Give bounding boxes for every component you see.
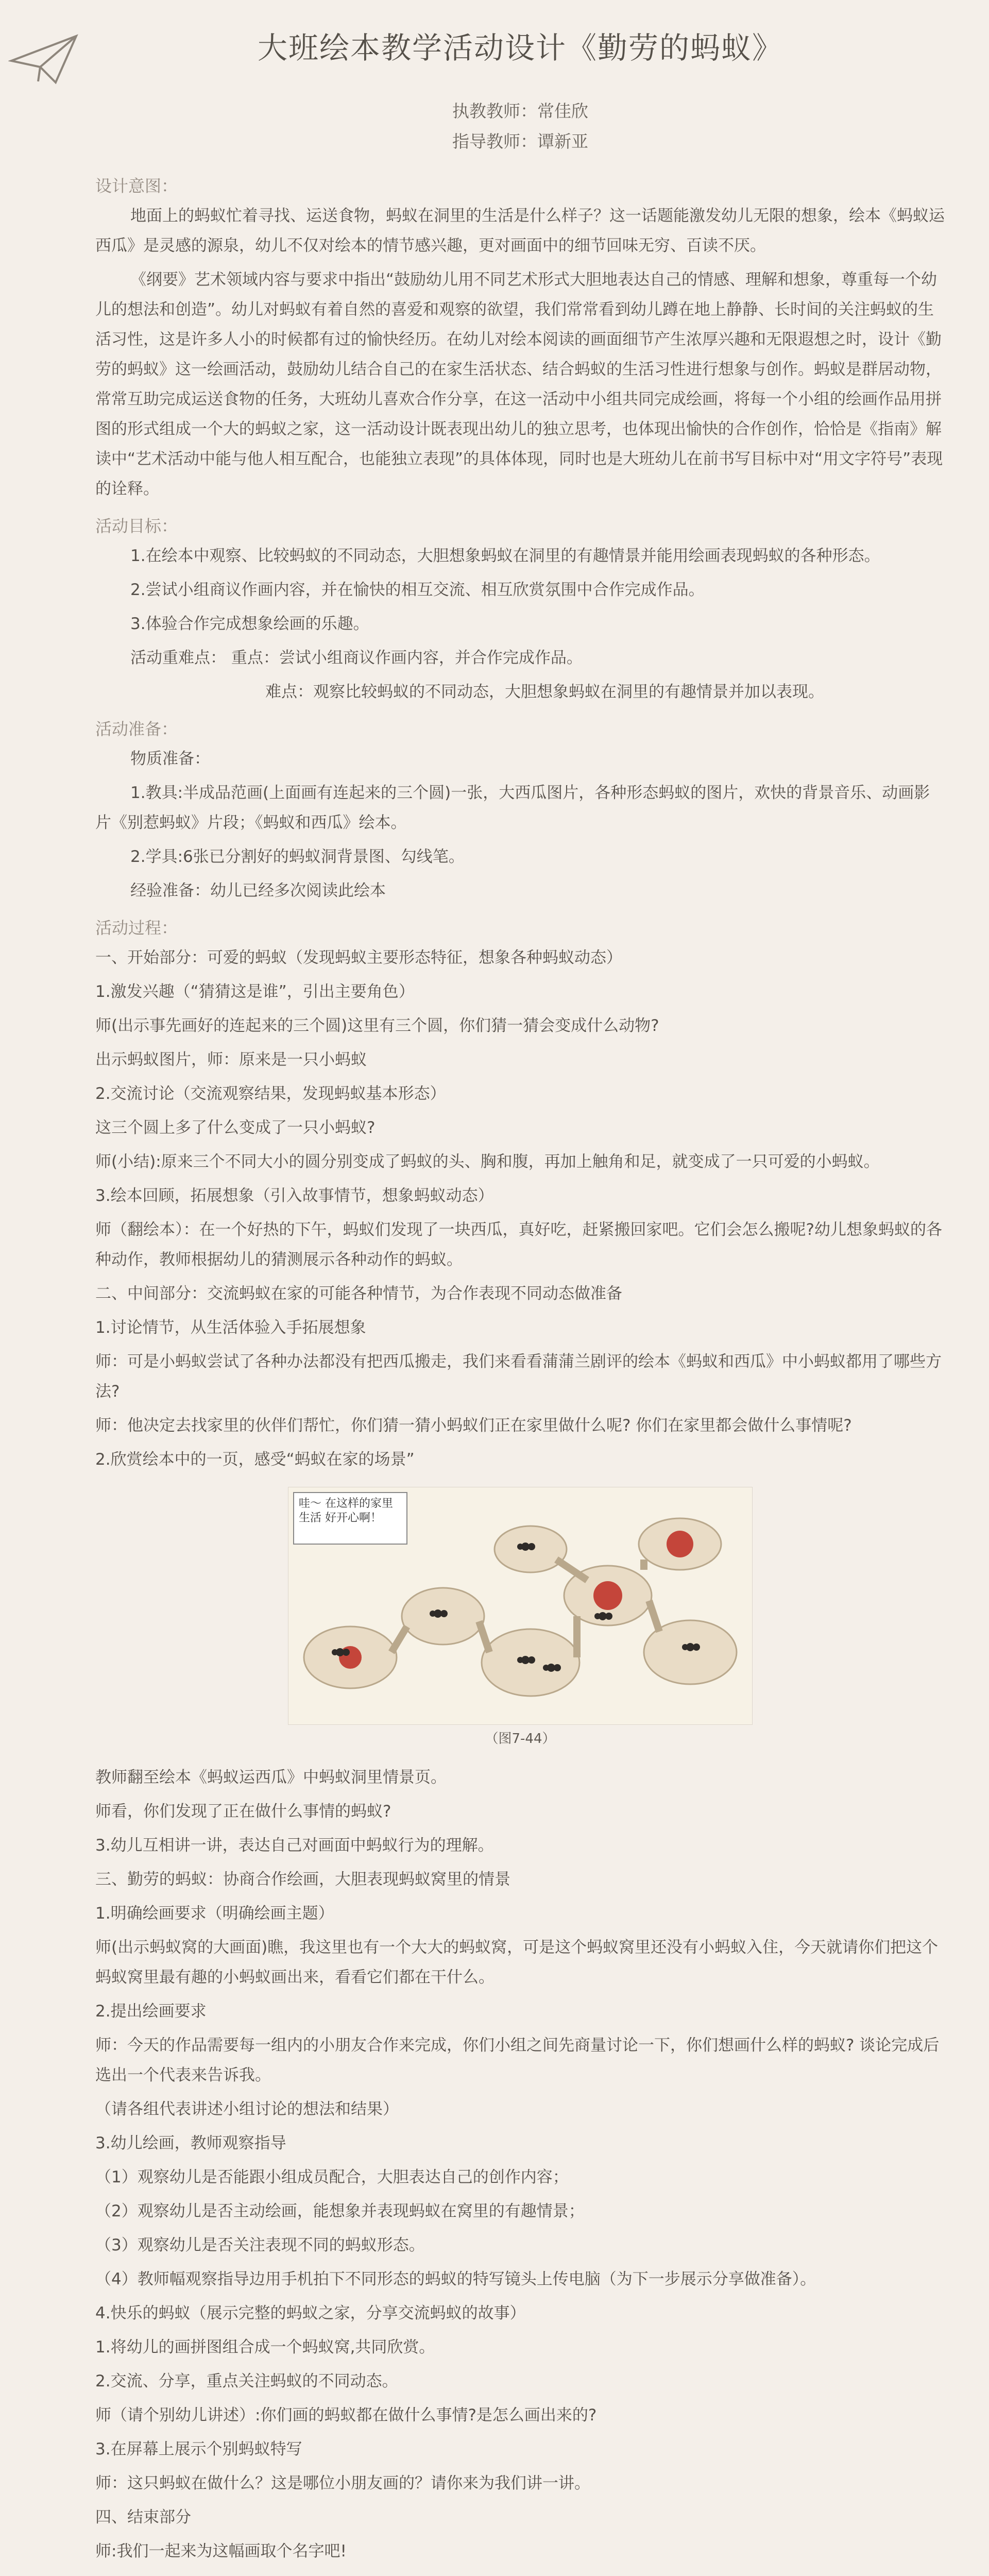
process-line: （2）观察幼儿是否主动绘画，能想象并表现蚂蚁在窝里的有趣情景； [95, 2202, 585, 2221]
process-line [95, 2570, 945, 2576]
page-title: 大班绘本教学活动设计《勤劳的蚂蚁》 [257, 30, 783, 65]
process-line: 四、结束部分 [95, 2508, 191, 2527]
process-line: 师：今天的作品需要每一组内的小朋友合作来完成，你们小组之间先商量讨论一下，你们想画什么样的蚂蚁? 谈论完成后选出一个代表来告诉我。 [95, 2036, 940, 2084]
key-point: 活动重难点： 重点：尝试小组商议作画内容，并合作完成作品。 [130, 649, 583, 667]
prep-item: 物质准备： [130, 750, 210, 768]
process-line: 2.提出绘画要求 [95, 2002, 207, 2021]
process-line: 这三个圆上多了什么变成了一只小蚂蚁? [95, 1118, 376, 1137]
process-line: 1.明确绘画要求（明确绘画主题） [95, 1904, 334, 1923]
prep-item: 1.教具:半成品范画(上面画有连起来的三个圆)一张，大西瓜图片，各种形态蚂蚁的图片，欢快的背景音乐、动画影片《别惹蚂蚁》片段；《蚂蚁和西瓜》绘本。 [95, 784, 930, 832]
article [95, 21, 945, 2576]
process-line: 1.讨论情节，从生活体验入手拓展想象 [95, 1318, 366, 1337]
process-part-a [95, 943, 945, 1475]
process-line: （3）观察幼儿是否关注表现不同的蚂蚁形态。 [95, 2236, 425, 2255]
paper-plane-icon [8, 31, 80, 88]
process-line: 3.在屏幕上展示个别蚂蚁特写 [95, 2440, 302, 2459]
prep-item: 经验准备：幼儿已经多次阅读此绘本 [130, 882, 386, 900]
goal-item: 3.体验合作完成想象绘画的乐趣。 [130, 615, 369, 633]
process-line: 出示蚂蚁图片，师：原来是一只小蚂蚁 [95, 1050, 367, 1069]
section-heading: 活动过程： [95, 918, 178, 938]
process-line: 三、勤劳的蚂蚁：协商合作绘画，大胆表现蚂蚁窝里的情景 [95, 1870, 510, 1889]
process-line: 师：这只蚂蚁在做什么？这是哪位小朋友画的？请你来为我们讲一讲。 [95, 2474, 590, 2493]
section-heading: 活动准备： [95, 719, 178, 739]
teacher-name: 执教教师：常佳欣 [452, 101, 588, 121]
process-line: 2.欣赏绘本中的一页，感受“蚂蚁在家的场景” [95, 1450, 415, 1469]
process-line: 师（请个别幼儿讲述）:你们画的蚂蚁都在做什么事情?是怎么画出来的? [95, 2406, 597, 2425]
process-part-b [95, 1762, 945, 2576]
process-line: （4）教师幅观察指导边用手机拍下不同形态的蚂蚁的特写镜头上传电脑（为下一步展示分享做准备）。 [95, 2270, 816, 2289]
process-line: 师(出示事先画好的连起来的三个圆)这里有三个圆，你们猜一猜会变成什么动物? [95, 1016, 659, 1035]
goal-item: 2.尝试小组商议作画内容，并在愉快的相互交流、相互欣赏氛围中合作完成作品。 [130, 581, 705, 599]
goal-item: 1.在绘本中观察、比较蚂蚁的不同动态，大胆想象蚂蚁在洞里的有趣情景并能用绘画表现蚂蚁的各种形态。 [130, 547, 880, 565]
process-line: 师：他决定去找家里的伙伴们帮忙，你们猜一猜小蚂蚁们正在家里做什么呢? 你们在家里都会做什么事情呢? [95, 1416, 852, 1435]
process-line: 师：可是小蚂蚁尝试了各种办法都没有把西瓜搬走，我们来看看蒲蒲兰剧评的绘本《蚂蚁和西瓜》中小蚂蚁都用了哪些方法? [95, 1352, 942, 1401]
section-heading: 活动目标： [95, 516, 178, 536]
section-heading: 设计意图： [95, 176, 178, 196]
process-line: 1.将幼儿的画拼图组合成一个蚂蚁窝,共同欣赏。 [95, 2338, 435, 2357]
process-line: 3.幼儿绘画，教师观察指导 [95, 2134, 286, 2153]
illustration-speech-text: 哇～ 在这样的家里生活 好开心啊！ [299, 1497, 393, 1524]
process-line: （1）观察幼儿是否能跟小组成员配合，大胆表达自己的创作内容； [95, 2168, 569, 2187]
paragraph: 《纲要》艺术领域内容与要求中指出“鼓励幼儿用不同艺术形式大胆地表达自己的情感、理解和想象，尊重每一个幼儿的想法和创造”。幼儿对蚂蚁有着自然的喜爱和观察的欲望，我们常常看到幼儿蹲在地上静静、长时间的关注蚂蚁的生活习性，这是许多人小的时候都有过的愉快经历。在幼儿对绘本阅读的画面细节产生浓厚兴趣和无限遐想之时，设计《勤劳的蚂蚁》这一绘画活动，鼓励幼儿结合自己的在家生活状态、结合蚂蚁的生活习性进行想象与创作。蚂蚁是群居动物，常常互助完成运送食物的任务，大班幼儿喜欢合作分享，在这一活动中小组共同完成绘画，将每一个小组的绘画作品用拼图的形式组成一个大的蚂蚁之家，这一活动设计既表现出幼儿的独立思考，也体现出愉快的合作创作，恰恰是《指南》解读中“艺术活动中能与他人相互配合，也能独立表现”的具体体现，同时也是大班幼儿在前书写目标中对“用文字符号”表现的诠释。 [95, 270, 943, 498]
process-line: 2.交流讨论（交流观察结果，发现蚂蚁基本形态） [95, 1084, 446, 1103]
process-line: 3.绘本回顾，拓展想象（引入故事情节，想象蚂蚁动态） [95, 1187, 494, 1205]
process-line: 师（翻绘本）：在一个好热的下午，蚂蚁们发现了一块西瓜，真好吃，赶紧搬回家吧。它们会怎么搬呢?幼儿想象蚂蚁的各种动作，教师根据幼儿的猜测展示各种动作的蚂蚁。 [95, 1221, 942, 1269]
key-point: 难点：观察比较蚂蚁的不同动态，大胆想象蚂蚁在洞里的有趣情景并加以表现。 [265, 683, 824, 701]
process-line: 1.激发兴趣（“猜猜这是谁”，引出主要角色） [95, 982, 415, 1001]
process-line: 教师翻至绘本《蚂蚁运西瓜》中蚂蚁洞里情景页。 [95, 1768, 447, 1787]
storybook-illustration [288, 1487, 753, 1725]
process-line: （请各组代表讲述小组讨论的想法和结果） [95, 2100, 399, 2119]
advisor-name: 指导教师：谭新亚 [452, 131, 588, 151]
process-line: 一、开始部分：可爱的蚂蚁（发现蚂蚁主要形态特征，想象各种蚂蚁动态） [95, 948, 622, 967]
figure-caption: （图7-44） [485, 1731, 556, 1747]
process-line: 二、中间部分：交流蚂蚁在家的可能各种情节，为合作表现不同动态做准备 [95, 1284, 622, 1303]
process-line: 师看，你们发现了正在做什么事情的蚂蚁? [95, 1802, 391, 1821]
process-line: 4.快乐的蚂蚁（展示完整的蚂蚁之家，分享交流蚂蚁的故事） [95, 2304, 526, 2323]
process-line: 师(小结):原来三个不同大小的圆分别变成了蚂蚁的头、胸和腹，再加上触角和足，就变成了一只可爱的小蚂蚁。 [95, 1153, 880, 1171]
process-line: 师(出示蚂蚁窝的大画面)瞧，我这里也有一个大大的蚂蚁窝，可是这个蚂蚁窝里还没有小蚂蚁入住，今天就请你们把这个蚂蚁窝里最有趣的小蚂蚁画出来，看看它们都在干什么。 [95, 1938, 939, 1987]
process-line: 师:我们一起来为这幅画取个名字吧! [95, 2542, 347, 2561]
process-line: 3.幼儿互相讲一讲，表达自己对画面中蚂蚁行为的理解。 [95, 1836, 494, 1855]
paragraph: 地面上的蚂蚁忙着寻找、运送食物，蚂蚁在洞里的生活是什么样子？这一话题能激发幼儿无限的想象，绘本《蚂蚁运西瓜》是灵感的源泉，幼儿不仅对绘本的情节感兴趣，更对画面中的细节回味无穷、百读不厌。 [95, 207, 945, 255]
process-line: 2.交流、分享，重点关注蚂蚁的不同动态。 [95, 2372, 398, 2391]
prep-item: 2.学具:6张已分割好的蚂蚁洞背景图、勾线笔。 [130, 848, 465, 866]
